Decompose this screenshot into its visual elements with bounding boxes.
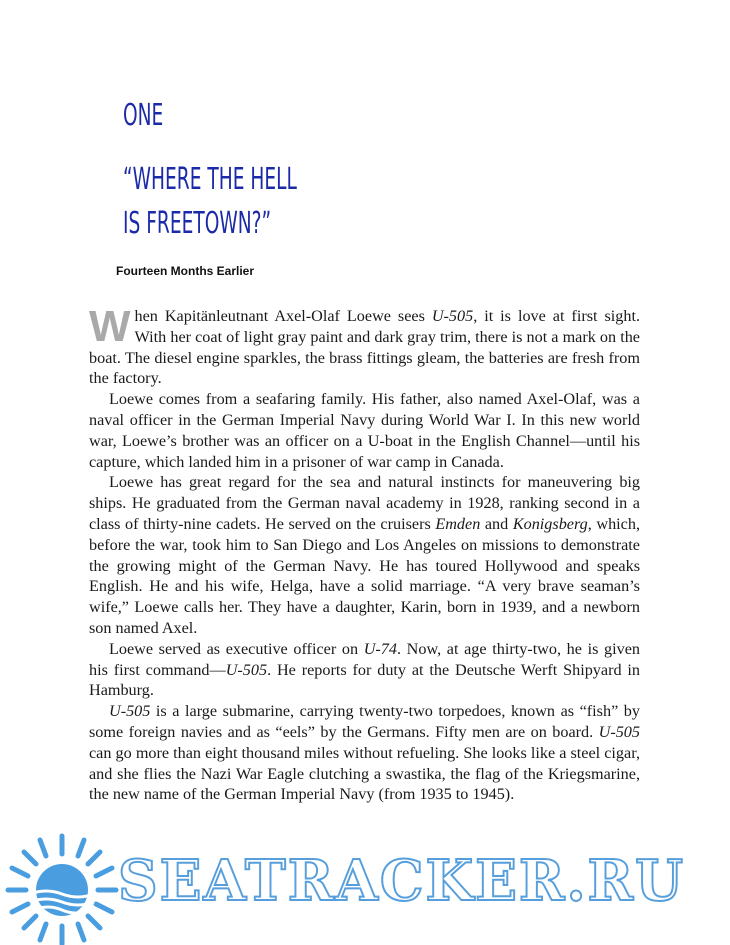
section-subhead: Fourteen Months Earlier bbox=[116, 264, 255, 278]
paragraph-1 bbox=[89, 302, 640, 389]
ship-name: Konigsberg bbox=[512, 514, 588, 533]
chapter-title-line-2: IS FREETOWN?” bbox=[123, 206, 272, 241]
boat-name: U-74 bbox=[363, 639, 397, 658]
boat-name: U-505 bbox=[431, 307, 474, 325]
paragraph-4-text: . Now, at age thirty-two, he is given his first command— bbox=[89, 639, 640, 679]
body-text bbox=[89, 302, 640, 805]
chapter-title bbox=[123, 158, 297, 246]
chapter-number: ONE bbox=[123, 98, 164, 133]
paragraph-4-text: Loewe served as executive officer on bbox=[109, 639, 364, 658]
paragraph-1-text: , it is love at first sight. With her coat of light gray paint and dark gray trim, there is not a mark on the boat. The diesel engine sparkles, the brass fittings gleam, the batteries are fresh from the factory. bbox=[89, 307, 640, 388]
paragraph-1-text: hen Kapitänleutnant Axel-Olaf Loewe sees bbox=[134, 307, 432, 325]
paragraph-3-text: Loewe has great regard for the sea and natural instincts for maneuvering big ships. He graduated from the German naval academy in 1928, ranking second in a class of thirty-nine cadets. He served on the cruisers bbox=[89, 473, 640, 533]
paragraph-3-text: , which, before the war, took him to San Diego and Los Angeles on missions to demonstrate the growing might of the German Navy. He has toured Hollywood and speaks English. He and his wife, Helga, have a solid marriage. “A very brave seaman’s wife,” Loewe calls her. They have a daughter, Karin, born in 1939, and a newborn son named Axel. bbox=[89, 514, 640, 637]
ship-name: Emden bbox=[435, 514, 481, 533]
chapter-title-line-1: “WHERE THE HELL bbox=[123, 162, 297, 197]
paragraph-4-text: . He reports for duty at the Deutsche Werft Shipyard in Hamburg. bbox=[89, 660, 640, 700]
paragraph-3-text: and bbox=[480, 514, 513, 533]
paragraph-5 bbox=[89, 701, 640, 805]
paragraph-5-text: can go more than eight thousand miles without refueling. She looks like a steel cigar, and she flies the Nazi War Eagle clutching a swastika, the flag of the Kriegsmarine, the new name of the German Imperial Navy (from 1935 to 1945). bbox=[89, 743, 640, 804]
paragraph-3 bbox=[89, 472, 640, 638]
watermark bbox=[0, 832, 730, 945]
drop-cap: W bbox=[89, 302, 131, 351]
boat-name: U-505 bbox=[225, 660, 268, 679]
paragraph-5-text: is a large submarine, carrying twenty-two torpedoes, known as “fish” by some foreign navies and as “eels” by the Germans. Fifty men are on board. bbox=[89, 702, 640, 741]
sun-over-sea-icon bbox=[0, 832, 130, 945]
boat-name: U-505 bbox=[109, 702, 151, 721]
paragraph-2: Loewe comes from a seafaring family. His father, also named Axel-Olaf, was a naval officer in the German Imperial Navy during World War I. In this new world war, Loewe’s brother was an officer on a U-boat in the English Channel—until his capture, which landed him in a prisoner of war camp in Canada. bbox=[89, 390, 640, 471]
paragraph-4 bbox=[89, 639, 640, 701]
boat-name: U-505 bbox=[598, 722, 640, 741]
watermark-text: SEATRACKER.RU bbox=[118, 848, 685, 914]
